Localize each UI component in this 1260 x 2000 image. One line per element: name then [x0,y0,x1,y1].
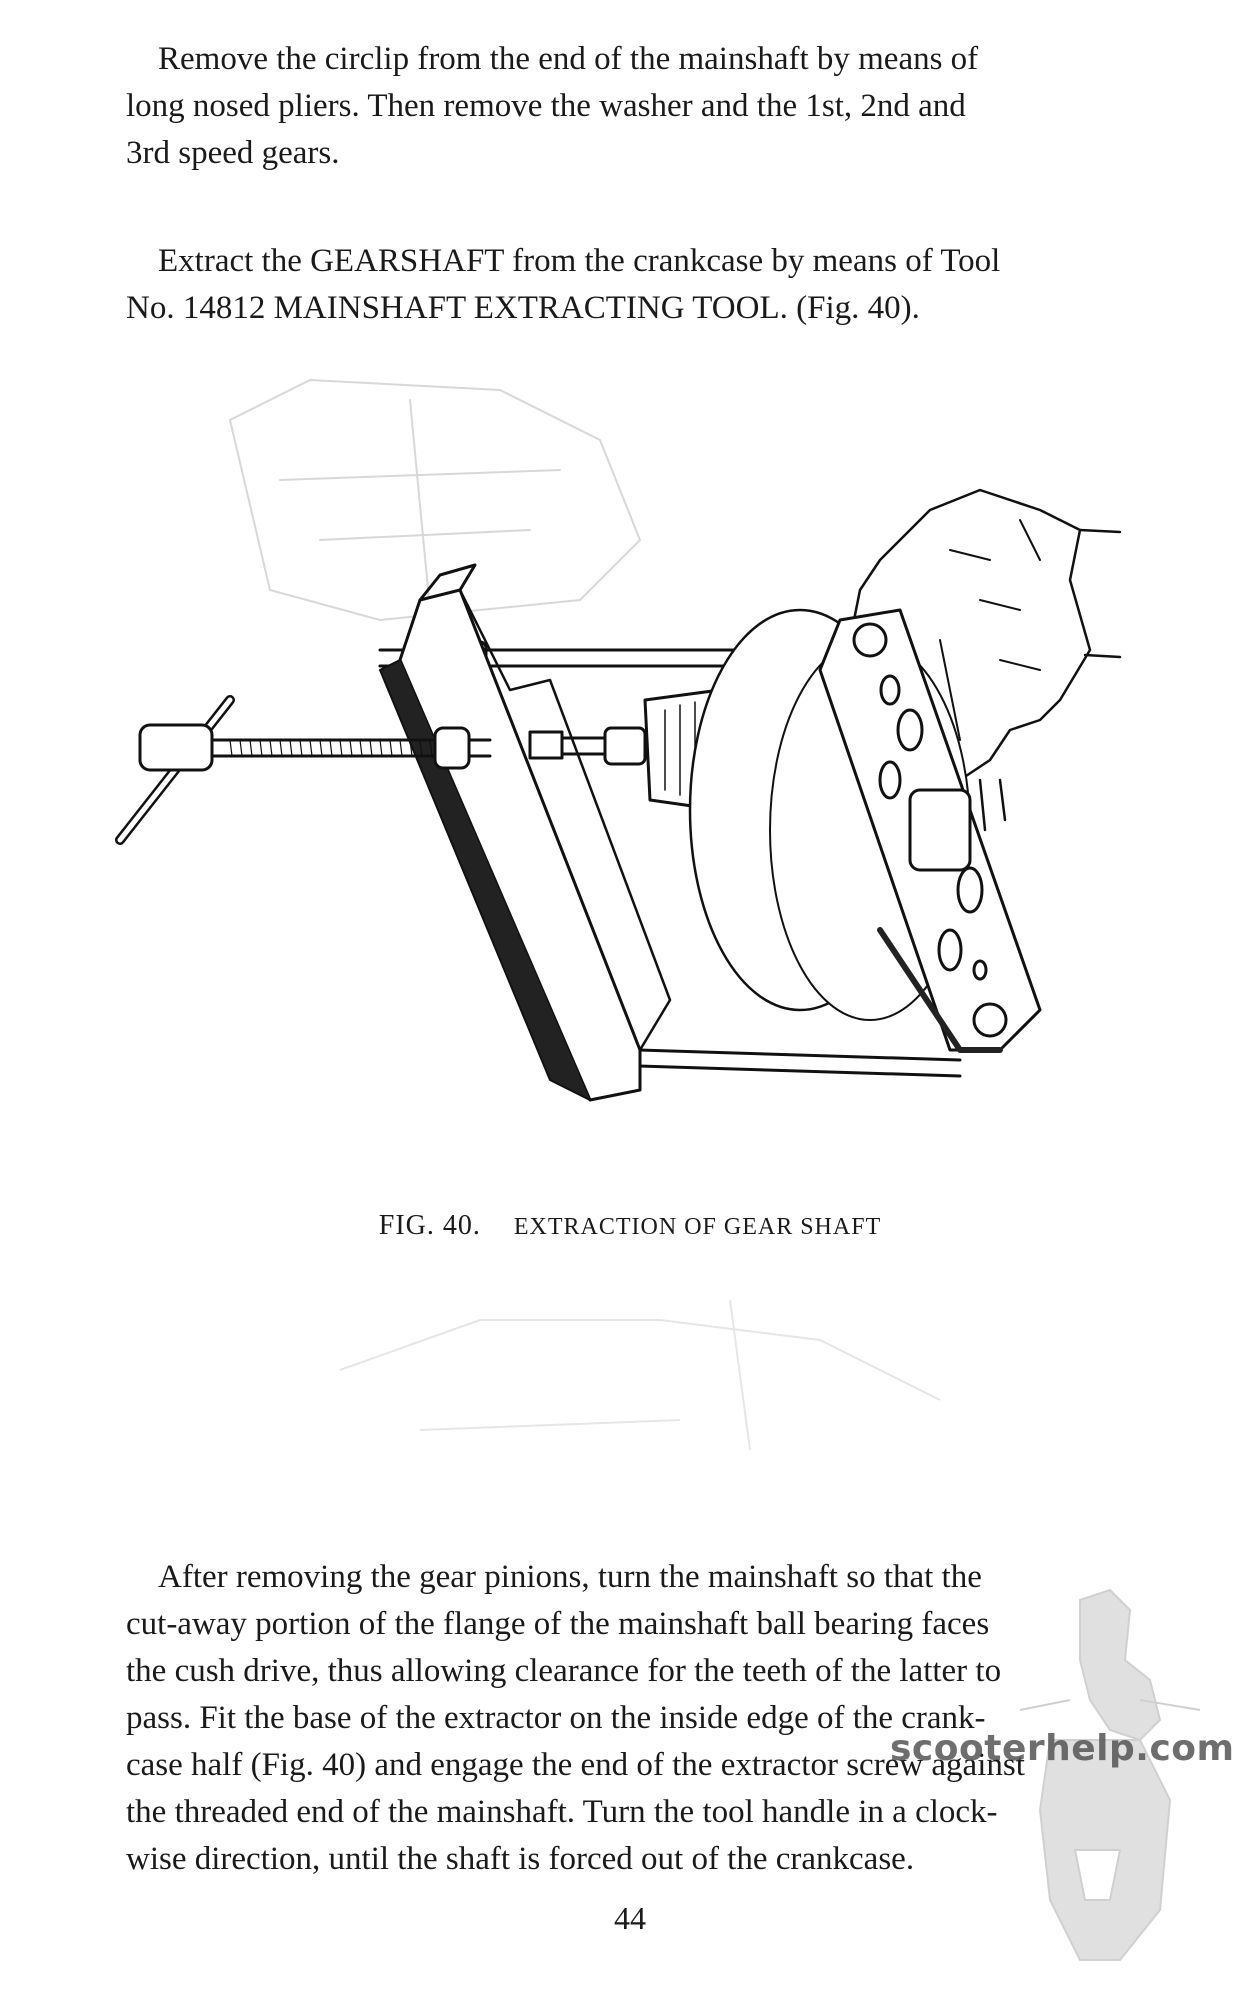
page-number: 44 [614,1900,646,1936]
text-line: the cush drive, thus allowing clearance for the teeth of the latter to [126,1653,1002,1689]
figure-caption [0,1210,1260,1242]
watermark-text: scooterhelp.com [890,1728,1235,1769]
text-line: the threaded end of the mainshaft. Turn the tool handle in a clock- [126,1794,998,1830]
scooter-watermark-icon [960,1580,1260,2000]
text-line: Remove the circlip from the end of the mainshaft by means of [158,41,979,77]
text-line: pass. Fit the base of the extractor on the inside edge of the crank- [126,1700,986,1736]
text-line: Extract the GEARSHAFT from the crankcase by means of Tool [158,243,1001,279]
text-line: After removing the gear pinions, turn the mainshaft so that the [158,1559,982,1595]
text-line: long nosed pliers. Then remove the washer and the 1st, 2nd and [126,88,966,124]
paragraph-circlip [126,36,1096,177]
figure-caption-text: EXTRACTION OF GEAR SHAFT [513,1214,882,1240]
paragraph-extraction-procedure [126,1554,1096,1883]
text-line: case half (Fig. 40) and engage the end of the extractor screw against [126,1747,1025,1783]
extractor-tool-illustration [80,360,1140,1160]
faint-background-sketch [300,1280,1000,1460]
text-line: wise direction, until the shaft is forced out of the crankcase. [126,1841,915,1877]
text-line: No. 14812 MAINSHAFT EXTRACTING TOOL. (Fig. 40). [126,290,920,326]
figure-number: FIG. 40. [378,1210,481,1241]
text-line: 3rd speed gears. [126,135,340,171]
text-line: cut-away portion of the flange of the mainshaft ball bearing faces [126,1606,990,1642]
paragraph-extract-gearshaft [126,238,1096,332]
